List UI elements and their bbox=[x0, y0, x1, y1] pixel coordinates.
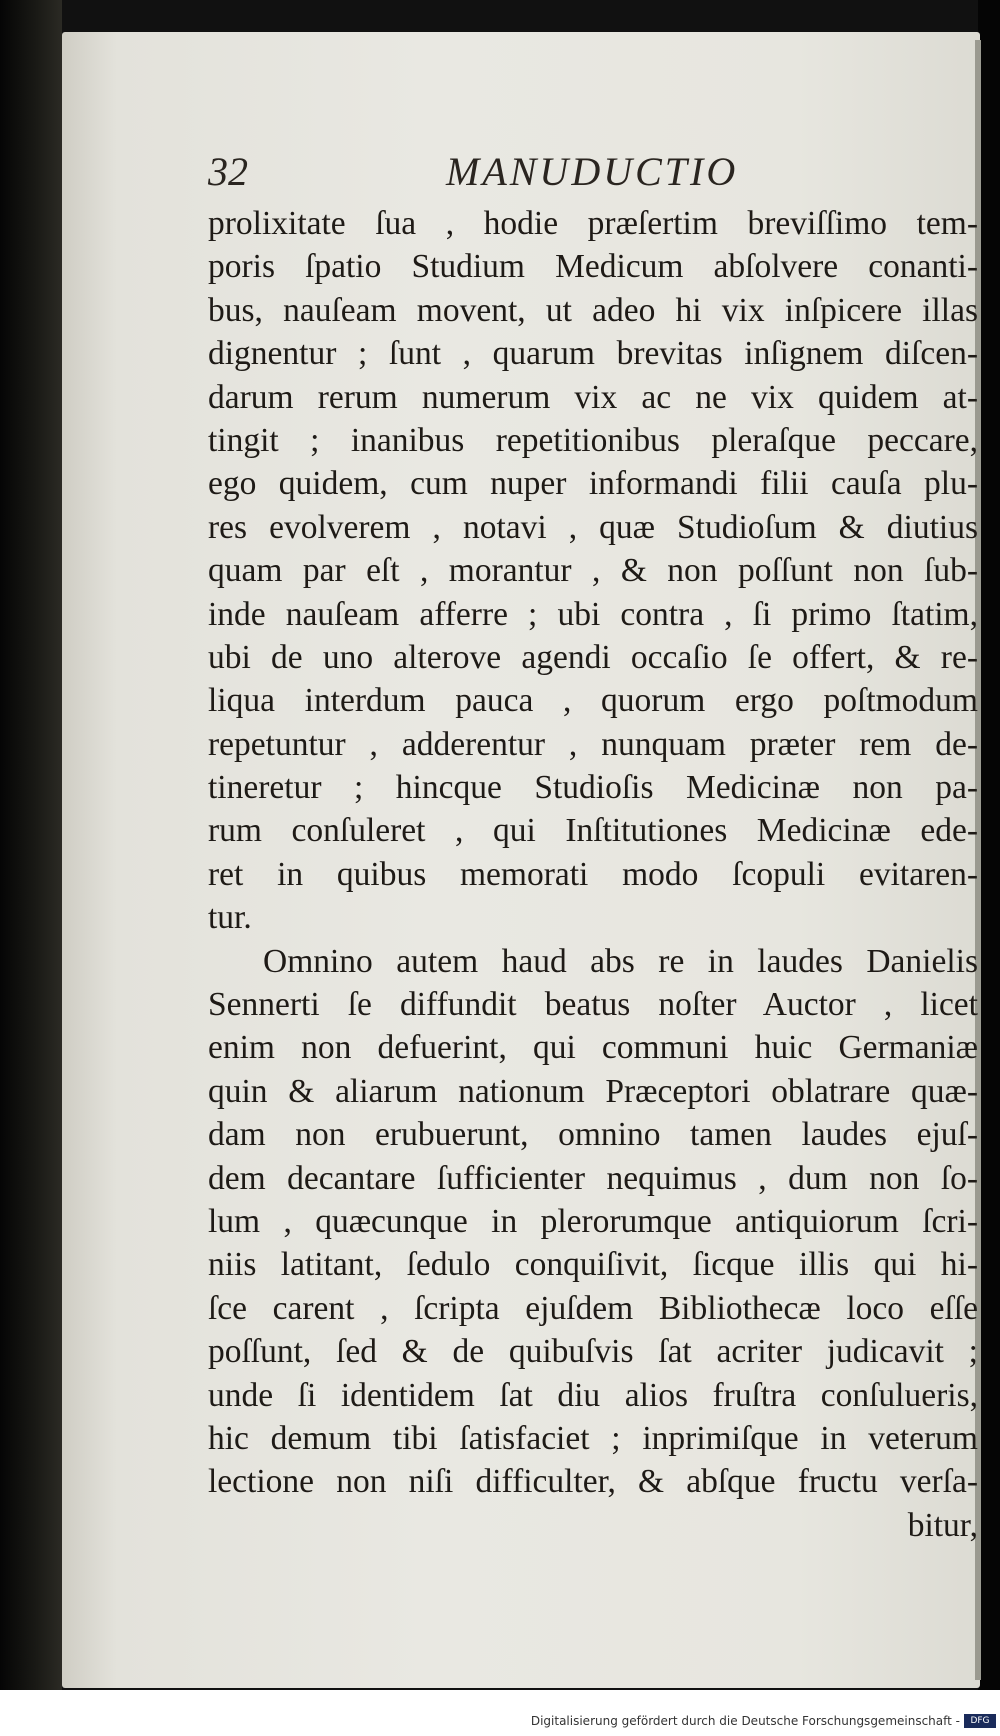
page-number: 32 bbox=[208, 149, 248, 194]
text-line: bitur, bbox=[907, 1506, 978, 1544]
text-line: Sennerti ſe diffundit beatus noſter Auctor , licet bbox=[208, 986, 978, 1024]
text-line: ſce carent , ſcripta ejuſdem Bibliothecæ loco eſſe bbox=[208, 1289, 978, 1327]
scan-border-right bbox=[978, 0, 1000, 1690]
text-line: tur. bbox=[208, 899, 252, 937]
text-line: ubi de uno alterove agendi occaſio ſe offert, & re- bbox=[208, 638, 978, 676]
running-title: MANUDUCTIO bbox=[446, 149, 739, 194]
text-line: quam par eſt , morantur , & non poſſunt non ſub- bbox=[208, 552, 978, 590]
text-line: tingit ; inanibus repetitionibus pleraſque peccare, bbox=[208, 421, 978, 459]
text-line: inde nauſeam afferre ; ubi contra , ſi primo ſtatim, bbox=[208, 595, 978, 633]
body-text bbox=[208, 202, 978, 1547]
text-line: ego quidem, cum nuper informandi filii cauſa plu- bbox=[208, 465, 978, 503]
text-line: poris ſpatio Studium Medicum abſolvere conanti- bbox=[208, 248, 978, 286]
scan-border-left bbox=[0, 0, 62, 1690]
text-line: ret in quibus memorati modo ſcopuli evitaren- bbox=[208, 855, 978, 893]
text-line: bus, nauſeam movent, ut adeo hi vix inſpicere illas bbox=[208, 291, 978, 329]
text-line: rum conſuleret , qui Inſtitutiones Medicinæ ede- bbox=[208, 812, 978, 850]
text-line: res evolverem , notavi , quæ Studioſum & diutius bbox=[208, 508, 978, 546]
text-line: niis latitant, ſedulo conquiſivit, ſicque illis qui hi- bbox=[208, 1246, 978, 1284]
text-line: dignentur ; ſunt , quarum brevitas inſignem diſcen- bbox=[208, 335, 978, 373]
text-line: hic demum tibi ſatisfaciet ; inprimiſque in veterum bbox=[208, 1419, 978, 1457]
text-line: lum , quæcunque in plerorumque antiquiorum ſcri- bbox=[208, 1202, 978, 1240]
text-line: unde ſi identidem ſat diu alios fruſtra conſulueris, bbox=[208, 1376, 978, 1414]
text-line: quin & aliarum nationum Præceptori oblatrare quæ- bbox=[208, 1072, 978, 1110]
text-line: dem decantare ſufficienter nequimus , dum non ſo- bbox=[208, 1159, 978, 1197]
digitization-credit: Digitalisierung gefördert durch die Deutsche Forschungsgemeinschaft - bbox=[530, 1714, 960, 1728]
text-line: poſſunt, ſed & de quibuſvis ſat acriter judicavit ; bbox=[208, 1333, 978, 1371]
text-line: tineretur ; hincque Studioſis Medicinæ non pa- bbox=[208, 769, 978, 807]
text-line: prolixitate ſua , hodie præſertim breviſſimo tem- bbox=[208, 205, 978, 242]
text-line: enim non defuerint, qui communi huic Germaniæ bbox=[208, 1029, 978, 1067]
text-line: repetuntur , adderentur , nunquam præter rem de- bbox=[208, 725, 978, 763]
text-line: Omnino autem haud abs re in laudes Danielis bbox=[263, 942, 978, 980]
page-header bbox=[208, 148, 978, 198]
text-line: darum rerum numerum vix ac ne vix quidem at- bbox=[208, 378, 978, 416]
text-line: liqua interdum pauca , quorum ergo poſtmodum bbox=[208, 682, 978, 720]
text-line: dam non erubuerunt, omnino tamen laudes ejuſ- bbox=[208, 1116, 978, 1154]
text-line: lectione non niſi difficulter, & abſque fructu verſa- bbox=[208, 1463, 978, 1501]
footer-bar bbox=[0, 1690, 1000, 1736]
dfg-logo: DFG bbox=[964, 1714, 996, 1728]
